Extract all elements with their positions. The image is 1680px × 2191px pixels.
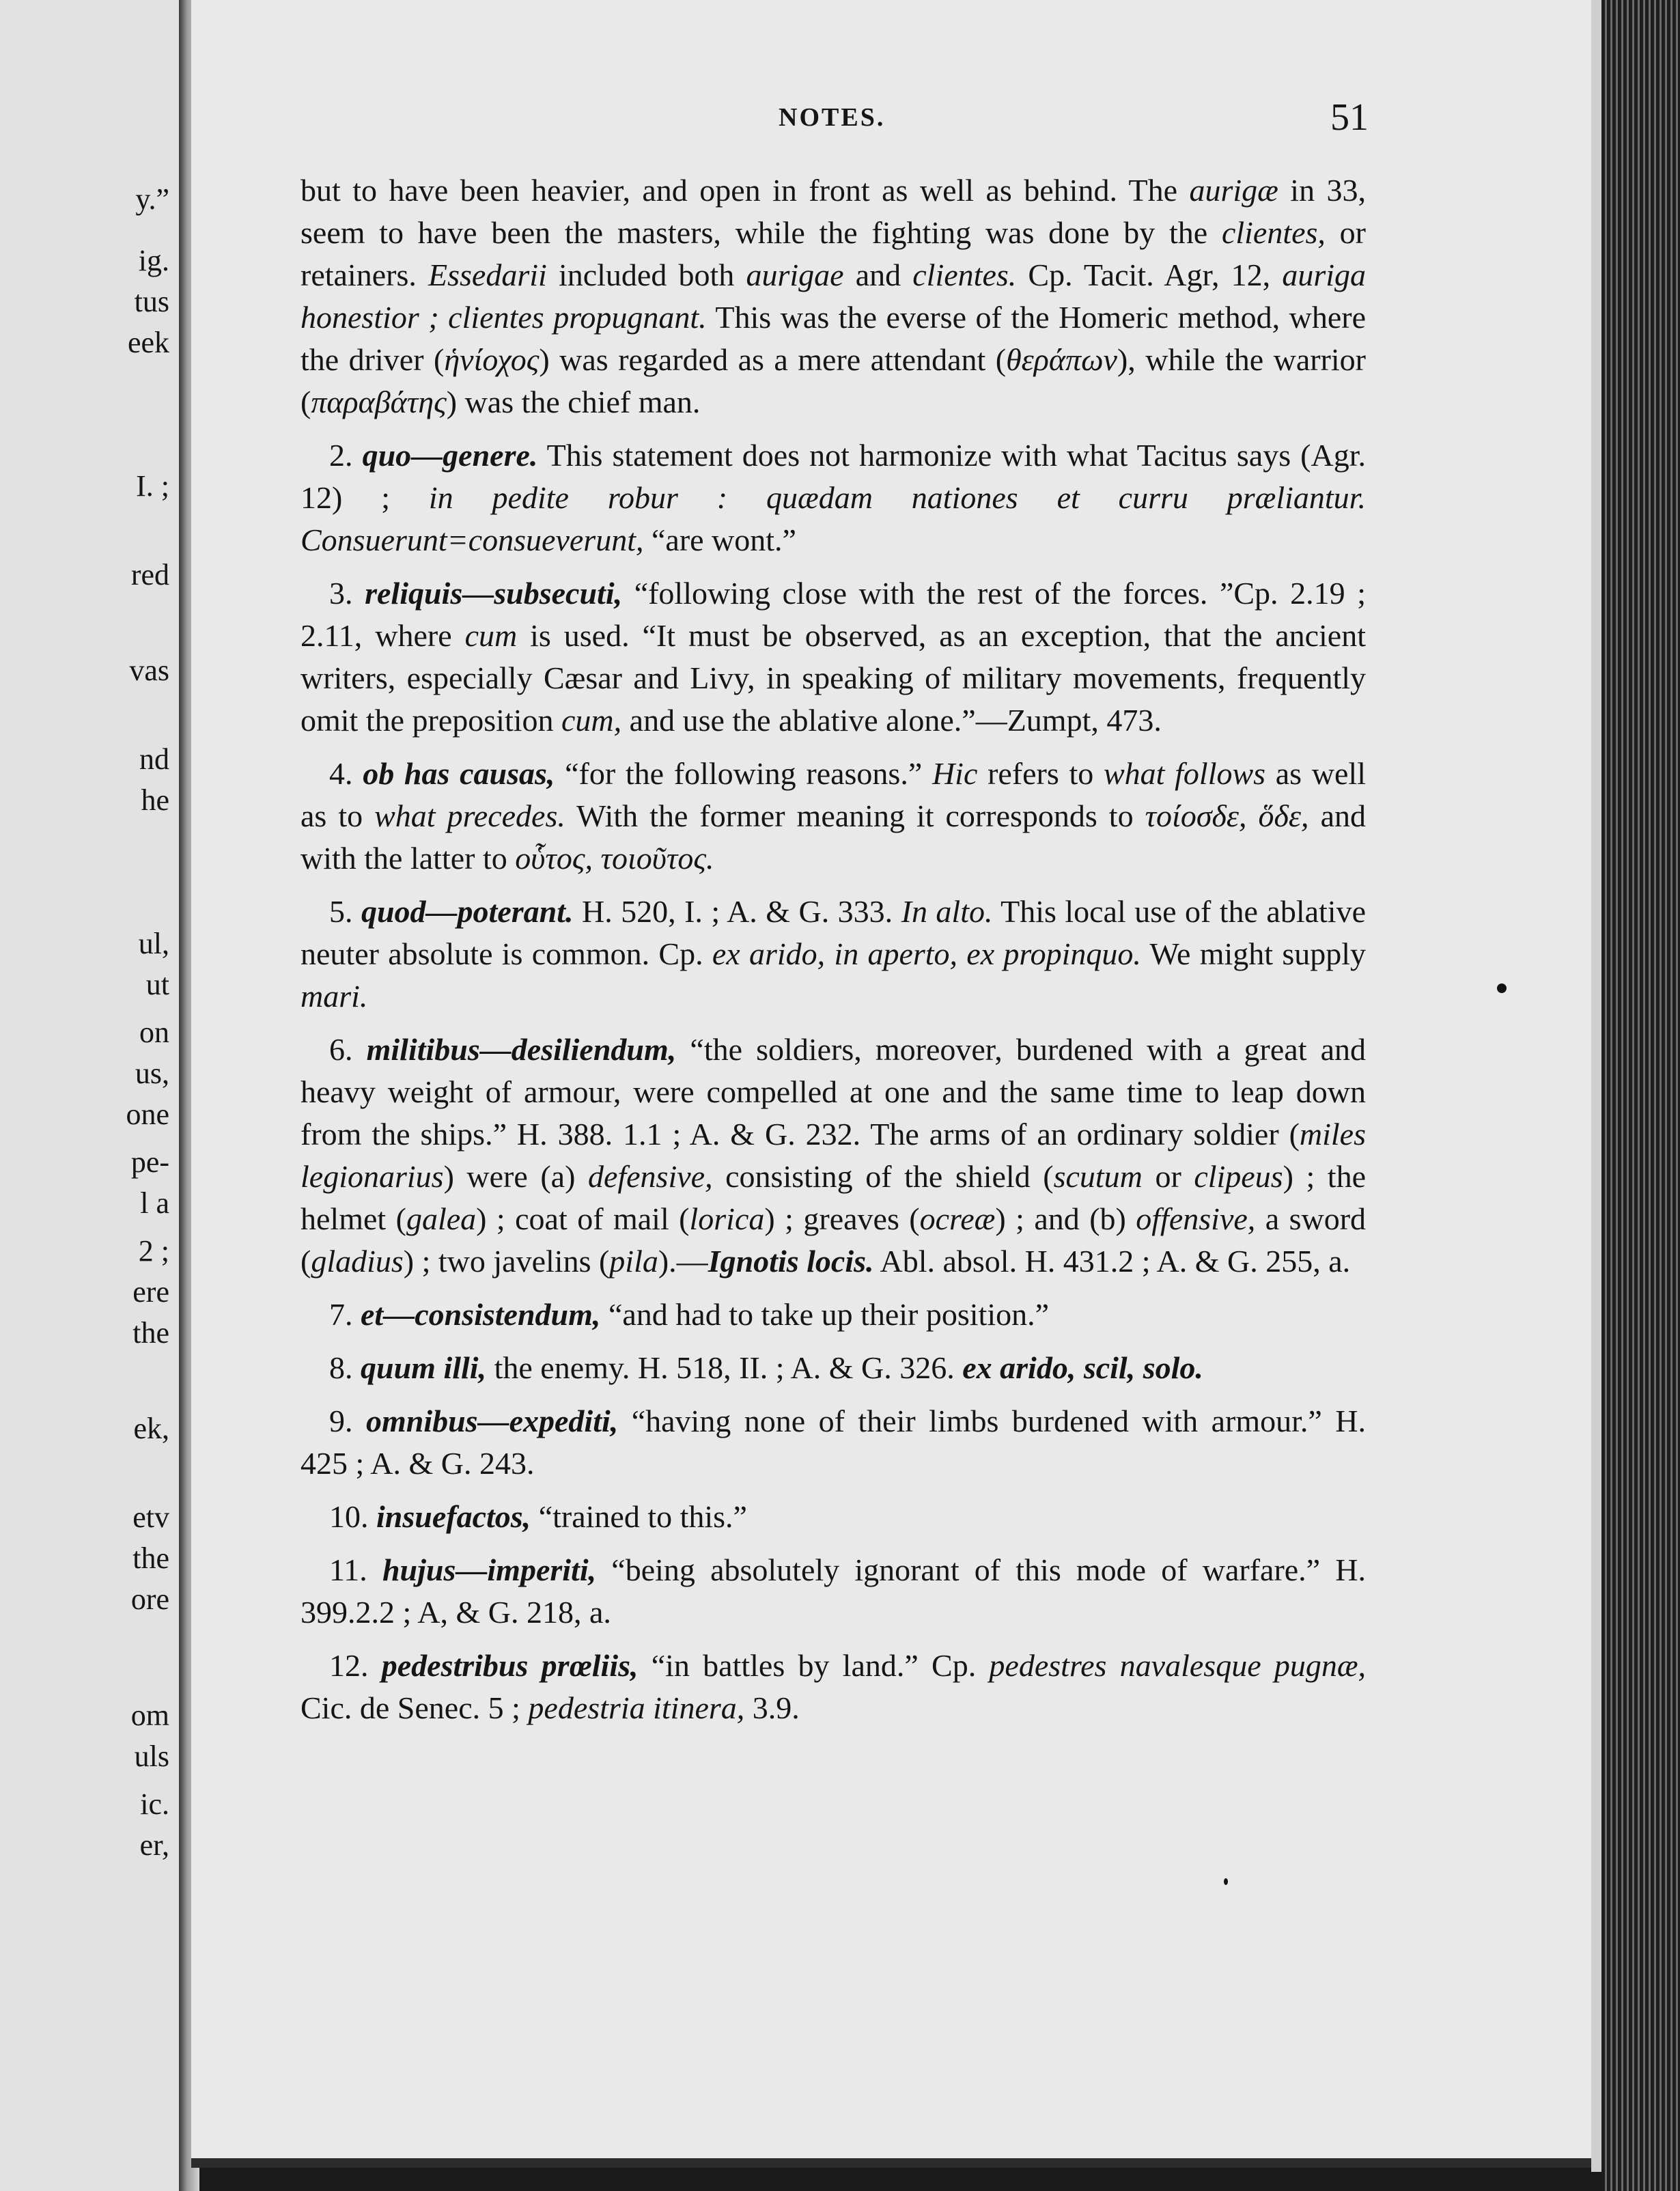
facing-page-line: tus (134, 285, 169, 318)
facing-page-line: nd (139, 742, 169, 776)
note-5: 5. quod—poterant. H. 520, I. ; A. & G. 333. In alto. This local use of the ablative neuter absolute is common. Cp. ex arido, in aperto, ex propinquo. We might supply mari. (300, 894, 1367, 1014)
facing-page-line: pe- (130, 1145, 169, 1179)
book-edge (1601, 0, 1680, 2191)
note-2: 2. quo—genere. This statement does not harmonize with what Tacitus says (Agr. 12) ; in pedite robur : quædam nationes et curru præliantur. Consuerunt=consueverunt, “are wont.” (300, 438, 1366, 557)
facing-page-line: he (141, 783, 169, 817)
facing-page-line: ig. (138, 244, 169, 277)
facing-page-line: ul, (138, 927, 169, 960)
note-9: 9. omnibus—expediti, “having none of their limbs burdened with armour.” H. 425 ; A. & G. 243. (300, 1404, 1366, 1481)
page-header (191, 96, 1605, 137)
notes-body (300, 169, 1366, 1740)
facing-page-line: ek, (133, 1412, 169, 1445)
facing-page-line: the (132, 1541, 169, 1575)
ink-speck (1224, 1878, 1228, 1885)
facing-page-line: y.” (135, 182, 169, 216)
note-8: 8. quum illi, the enemy. H. 518, II. ; A. & G. 326. ex arido, scil, solo. (329, 1350, 1203, 1385)
facing-page-line: uls (134, 1740, 169, 1773)
facing-page-line: one (126, 1098, 169, 1131)
facing-page-fragment (0, 0, 183, 2191)
facing-page-line: I. ; (136, 469, 169, 503)
note-4: 4. ob has causas, “for the following reasons.” Hic refers to what follows as well as to what precedes. With the former meaning it corresponds to τοίοσδε, ὅδε, and with the latter to οὗτος, τοιοῦτος. (300, 756, 1366, 876)
book-page (191, 0, 1605, 2168)
note-10: 10. insuefactos, “trained to this.” (329, 1499, 747, 1534)
facing-page-line: ut (145, 968, 169, 1001)
ink-speck (1497, 983, 1507, 993)
running-head: NOTES. (779, 103, 886, 132)
facing-page-line: ere (132, 1275, 169, 1309)
note-12: 12. pedestribus prœliis, “in battles by land.” Cp. pedestres navalesque pugnæ, Cic. de Senec. 5 ; pedestria itinera, 3.9. (300, 1648, 1367, 1725)
facing-page-line: om (130, 1699, 169, 1732)
note-7: 7. et—consistendum, “and had to take up their position.” (329, 1297, 1050, 1332)
facing-page-line: ic. (140, 1787, 169, 1821)
facing-page-line: eek (127, 326, 169, 359)
facing-page-line: etv (132, 1501, 169, 1534)
facing-page-line: vas (129, 654, 169, 687)
facing-page-line: on (139, 1016, 169, 1049)
facing-page-line: l a (140, 1186, 169, 1220)
note-3: 3. reliquis—subsecuti, “following close with the rest of the forces. ”Cp. 2.19 ; 2.11, where cum is used. “It must be observed, as an exception, that the ancient writers, especially Cæsar and Livy, in speaking of military movements, frequently omit the preposition cum, and use the ablative alone.”—Zumpt, 473. (300, 576, 1367, 738)
note-11: 11. hujus—imperiti, “being absolutely ignorant of this mode of warfare.” H. 399.2.2 ; A, & G. 218, a. (300, 1552, 1366, 1630)
facing-page-line: the (132, 1316, 169, 1350)
facing-page-line: red (130, 558, 169, 591)
facing-page-line: 2 ; (138, 1234, 169, 1268)
note-6: 6. militibus—desiliendum, “the soldiers, moreover, burdened with a great and heavy weight of armour, were compelled at one and the same time to leap down from the ships.” H. 388. 1.1 ; A. & G. 232. The arms of an ordinary soldier (miles legionarius) were (a) defensive, consisting of the shield (scutum or clipeus) ; the helmet (galea) ; coat of mail (lorica) ; greaves (ocreæ) ; and (b) offensive, a sword (gladius) ; two javelins (pila).—Ignotis locis. Abl. absol. H. 431.2 ; A. & G. 255, a. (300, 1032, 1367, 1279)
facing-page-line: us, (135, 1057, 169, 1090)
facing-page-line: ore (130, 1582, 169, 1616)
facing-page-line: er, (139, 1828, 169, 1862)
note-continuation: but to have been heavier, and open in front as well as behind. The aurigæ in 33, seem to have been the masters, while the fighting was done by the clientes, or retainers. Essedarii included both aurigae and clientes. Cp. Tacit. Agr, 12, auriga honestior ; clientes propugnant. This was the everse of the Homeric method, where the driver (ἡνίοχος) was regarded as a mere attendant (θεράπων), while the warrior (παραβάτης) was the chief man. (300, 173, 1367, 419)
page-number: 51 (1330, 96, 1369, 139)
